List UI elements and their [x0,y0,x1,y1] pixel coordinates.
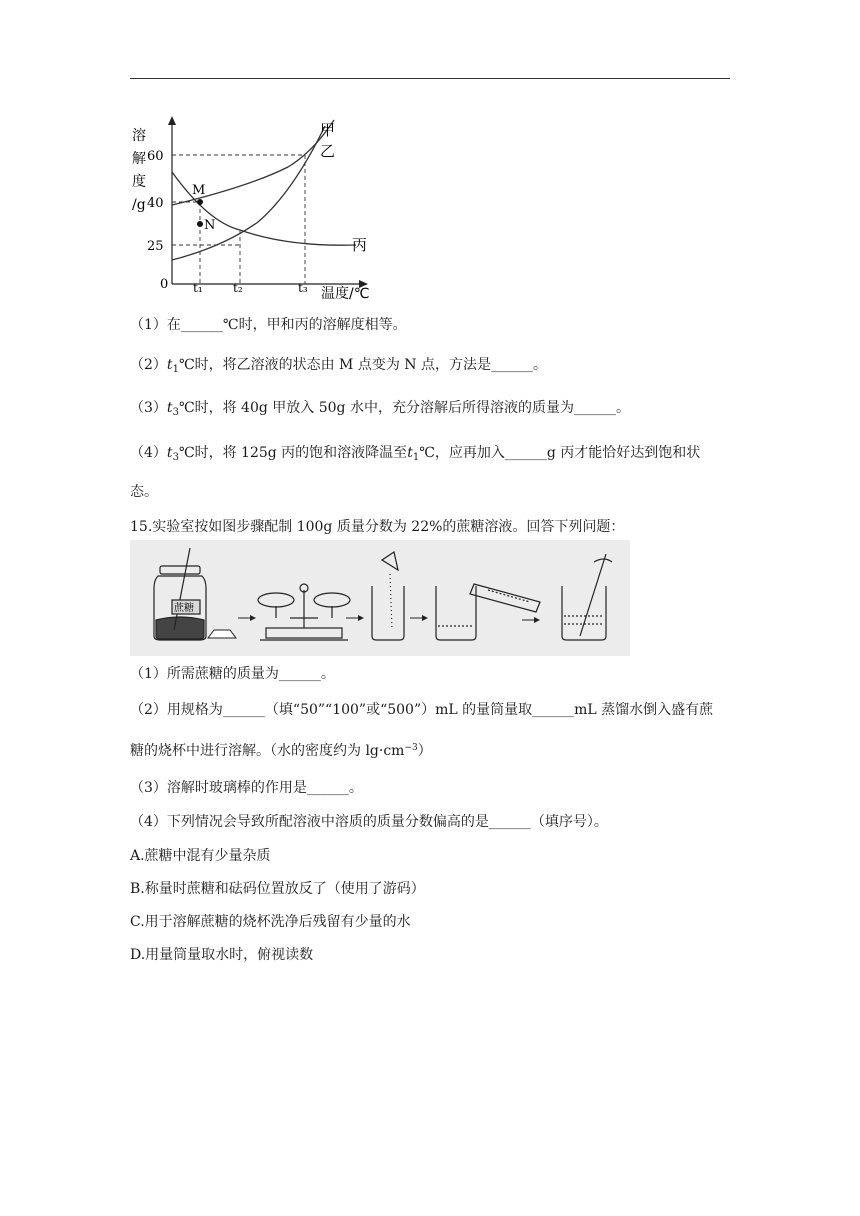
q15-part2-cont: 糖的烧杯中进行溶解。（水的密度约为 $\lg\cdot cm^{-3}$） [130,743,432,759]
header-rule [130,78,730,79]
point-n [197,221,203,227]
solubility-graph [128,112,388,304]
option-d: D.用量筒量取水时，俯视读数 [130,947,314,963]
label-n: N [204,218,216,233]
answer-blank: ______ [504,445,547,461]
origin-label: 0 [160,277,169,292]
y-axis-arrow [168,116,176,125]
answer-blank: ______ [278,666,321,682]
q14-part2: $(2)t_1℃$时，将乙溶液的状态由 M 点变为 N 点，方法是______。 [130,357,547,375]
ytick-60: 60 [147,149,164,164]
answer-blank: ______ [306,780,349,796]
q14-part4-cont: 态。 [130,484,158,500]
label-jia: 甲 [320,121,336,139]
ylabel-3: 度 [132,174,146,190]
ylabel-2: 解 [132,151,146,167]
label-m: M [192,183,206,198]
xtick-t3: t₃ [298,281,308,295]
procedure-illustration [130,540,630,656]
ylabel-4: /g [132,197,146,213]
answer-blank: ______ [532,702,575,718]
q15-title: 15.实验室按如图步骤配制 100g 质量分数为 22%的蔗糖溶液。回答下列问题： [130,519,625,535]
xlabel: 温度/℃ [321,286,370,302]
q14-part3: $(3)t_3℃$时，将 40g 甲放入 50g 水中，充分溶解后所得溶液的质量为______。 [130,400,630,418]
label-bing: 丙 [352,236,368,254]
option-a: A.蔗糖中混有少量杂质 [130,848,271,864]
answer-blank: ______ [222,702,265,718]
option-b: B.称量时蔗糖和砝码位置放反了（使用了游码） [130,881,425,897]
ytick-40: 40 [147,196,164,211]
option-c: C.用于溶解蔗糖的烧杯洗净后残留有少量的水 [130,914,411,930]
q14-part4: $(4)t_3℃$时，将 125g 丙的饱和溶液降温至$t_1℃$，应再加入______g 丙才能恰好达到饱和状 [130,445,701,463]
q15-part3: （3）溶解时玻璃棒的作用是______。 [130,780,363,796]
guide-lines [172,155,305,284]
q15-part4: （4）下列情况会导致所配溶液中溶质的质量分数偏高的是______（填序号）。 [130,814,608,830]
ytick-25: 25 [147,239,164,254]
answer-blank: ______ [488,814,531,830]
xtick-t1: t₁ [193,281,203,295]
q15-part2: （2）用规格为______（填“50”“100”或“500”）mL 的量筒量取______mL 蒸馏水倒入盛有蔗 [130,702,714,718]
point-m [197,199,203,205]
label-yi: 乙 [320,142,336,160]
xtick-t2: t₂ [233,281,243,295]
ylabel-1: 溶 [132,128,146,144]
jar-label: 蔗糖 [174,603,194,614]
answer-blank: ______ [180,317,223,333]
q14-part1: （1）在______℃时，甲和丙的溶解度相等。 [130,317,407,333]
answer-blank: ______ [490,357,533,373]
q15-part1: （1）所需蔗糖的质量为______。 [130,666,335,682]
answer-blank: ______ [573,400,616,416]
